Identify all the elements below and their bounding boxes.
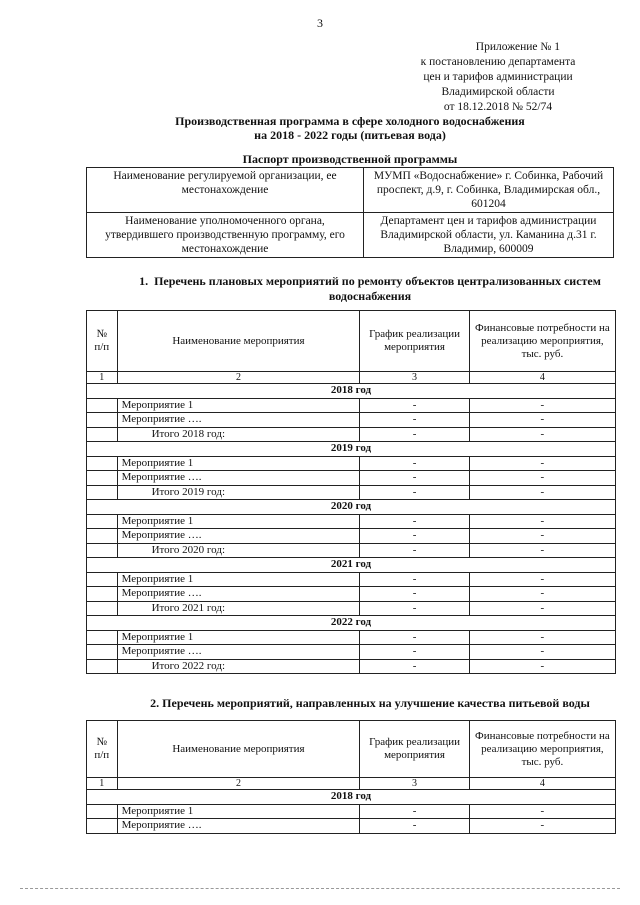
section2-title: 2. Перечень мероприятий, направленных на улучшение качества питьевой воды	[150, 696, 590, 710]
row-number	[87, 819, 118, 834]
passport-value: МУМП «Водоснабжение» г. Собинка, Рабочий проспект, д.9, г. Собинка, Владимирская обл., 601204	[364, 168, 614, 213]
table-row	[87, 572, 616, 587]
col-number: 2	[117, 778, 360, 790]
schedule-value: -	[360, 645, 469, 660]
schedule-value: -	[360, 456, 469, 471]
column-number-row	[87, 372, 616, 384]
finance-value: -	[469, 572, 615, 587]
table-row	[87, 630, 616, 645]
row-number	[87, 645, 118, 660]
col-number: 2	[117, 372, 360, 384]
table-row	[87, 587, 616, 602]
row-number	[87, 587, 118, 602]
total-label: Итого 2021 год:	[117, 601, 360, 616]
appendix-line: от 18.12.2018 № 52/74	[443, 101, 553, 113]
row-number	[87, 471, 118, 486]
finance-value: -	[469, 471, 615, 486]
activity-name: Мероприятие 1	[117, 572, 360, 587]
section2-body	[87, 790, 616, 834]
total-row	[87, 659, 616, 674]
schedule-value: -	[360, 514, 469, 529]
row-number	[87, 572, 118, 587]
activity-name: Мероприятие 1	[117, 804, 360, 819]
appendix-line: Приложение № 1	[475, 41, 560, 53]
row-number	[87, 456, 118, 471]
table-row	[87, 413, 616, 428]
passport-value: Департамент цен и тарифов администрации Владимирской области, ул. Каманина д.31 г. Владимир, 600009	[364, 213, 614, 258]
finance-value: -	[469, 398, 615, 413]
row-number	[87, 514, 118, 529]
page-number: 3	[317, 16, 323, 30]
finance-value: -	[469, 529, 615, 544]
table-row	[87, 645, 616, 660]
table-row	[87, 471, 616, 486]
title-line: Производственная программа в сфере холодного водоснабжения	[175, 114, 525, 128]
year-row	[87, 442, 616, 457]
finance-value: -	[469, 514, 615, 529]
table-row	[87, 456, 616, 471]
activity-name: Мероприятие ….	[117, 529, 360, 544]
row-number	[87, 543, 118, 558]
finance-value: -	[469, 587, 615, 602]
passport-label: Наименование уполномоченного органа, утвердившего производственную программу, его местонахождение	[87, 213, 364, 258]
section1-body	[87, 384, 616, 674]
document-title	[0, 114, 640, 142]
schedule-value: -	[360, 804, 469, 819]
section1-table	[86, 310, 616, 674]
finance-value: -	[469, 819, 615, 834]
finance-value: -	[469, 413, 615, 428]
header-name: Наименование мероприятия	[117, 311, 360, 372]
finance-value: -	[469, 485, 615, 500]
year-row	[87, 558, 616, 573]
activity-name: Мероприятие 1	[117, 398, 360, 413]
row-number	[87, 804, 118, 819]
appendix-line: Владимирской области	[441, 86, 555, 98]
finance-value: -	[469, 427, 615, 442]
header-num: № п/п	[87, 721, 118, 778]
year-label: 2018 год	[87, 384, 616, 399]
row-number	[87, 659, 118, 674]
page-bottom-divider	[20, 888, 620, 889]
total-label: Итого 2019 год:	[117, 485, 360, 500]
total-label: Итого 2020 год:	[117, 543, 360, 558]
section1-number: 1.	[139, 274, 149, 288]
schedule-value: -	[360, 427, 469, 442]
activity-name: Мероприятие ….	[117, 587, 360, 602]
schedule-value: -	[360, 819, 469, 834]
col-number: 3	[360, 372, 469, 384]
schedule-value: -	[360, 529, 469, 544]
schedule-value: -	[360, 659, 469, 674]
schedule-value: -	[360, 485, 469, 500]
schedule-value: -	[360, 543, 469, 558]
activity-name: Мероприятие 1	[117, 630, 360, 645]
year-row	[87, 384, 616, 399]
row-number	[87, 398, 118, 413]
col-number: 4	[469, 778, 615, 790]
finance-value: -	[469, 630, 615, 645]
row-number	[87, 413, 118, 428]
activity-name: Мероприятие ….	[117, 413, 360, 428]
section2-table	[86, 720, 616, 834]
passport-title: Паспорт производственной программы	[242, 152, 458, 166]
schedule-value: -	[360, 398, 469, 413]
table-header-row	[87, 311, 616, 372]
schedule-value: -	[360, 471, 469, 486]
finance-value: -	[469, 456, 615, 471]
row-number	[87, 601, 118, 616]
row-number	[87, 529, 118, 544]
finance-value: -	[469, 645, 615, 660]
header-schedule: График реализации мероприятия	[360, 311, 469, 372]
schedule-value: -	[360, 572, 469, 587]
total-row	[87, 543, 616, 558]
col-number: 4	[469, 372, 615, 384]
header-num: № п/п	[87, 311, 118, 372]
activity-name: Мероприятие ….	[117, 645, 360, 660]
schedule-value: -	[360, 413, 469, 428]
header-finance: Финансовые потребности на реализацию мероприятия, тыс. руб.	[469, 721, 615, 778]
column-number-row	[87, 778, 616, 790]
year-row	[87, 790, 616, 805]
header-finance: Финансовые потребности на реализацию мероприятия, тыс. руб.	[469, 311, 615, 372]
finance-value: -	[469, 659, 615, 674]
table-header-row	[87, 721, 616, 778]
header-schedule: График реализации мероприятия	[360, 721, 469, 778]
finance-value: -	[469, 543, 615, 558]
year-label: 2020 год	[87, 500, 616, 515]
total-row	[87, 601, 616, 616]
appendix-line: к постановлению департамента	[420, 56, 576, 68]
year-label: 2019 год	[87, 442, 616, 457]
row-number	[87, 630, 118, 645]
year-label: 2018 год	[87, 790, 616, 805]
year-label: 2022 год	[87, 616, 616, 631]
year-label: 2021 год	[87, 558, 616, 573]
total-label: Итого 2022 год:	[117, 659, 360, 674]
activity-name: Мероприятие 1	[117, 514, 360, 529]
finance-value: -	[469, 804, 615, 819]
row-number	[87, 485, 118, 500]
table-row	[87, 398, 616, 413]
schedule-value: -	[360, 630, 469, 645]
total-label: Итого 2018 год:	[117, 427, 360, 442]
passport-label: Наименование регулируемой организации, ее местонахождение	[87, 168, 364, 213]
appendix-line: цен и тарифов администрации	[423, 71, 573, 83]
passport-row	[87, 168, 614, 213]
section1-title-text: Перечень плановых мероприятий по ремонту объектов централизованных систем водоснабжения	[154, 274, 601, 303]
appendix-block	[378, 40, 598, 115]
total-row	[87, 485, 616, 500]
activity-name: Мероприятие 1	[117, 456, 360, 471]
activity-name: Мероприятие ….	[117, 471, 360, 486]
col-number: 1	[87, 372, 118, 384]
schedule-value: -	[360, 601, 469, 616]
table-row	[87, 819, 616, 834]
total-row	[87, 427, 616, 442]
title-line: на 2018 - 2022 годы (питьевая вода)	[254, 128, 446, 142]
header-name: Наименование мероприятия	[117, 721, 360, 778]
table-row	[87, 529, 616, 544]
table-row	[87, 804, 616, 819]
activity-name: Мероприятие ….	[117, 819, 360, 834]
schedule-value: -	[360, 587, 469, 602]
passport-row	[87, 213, 614, 258]
passport-table	[86, 167, 614, 258]
section1-title	[100, 274, 640, 304]
finance-value: -	[469, 601, 615, 616]
col-number: 3	[360, 778, 469, 790]
row-number	[87, 427, 118, 442]
year-row	[87, 616, 616, 631]
col-number: 1	[87, 778, 118, 790]
year-row	[87, 500, 616, 515]
table-row	[87, 514, 616, 529]
